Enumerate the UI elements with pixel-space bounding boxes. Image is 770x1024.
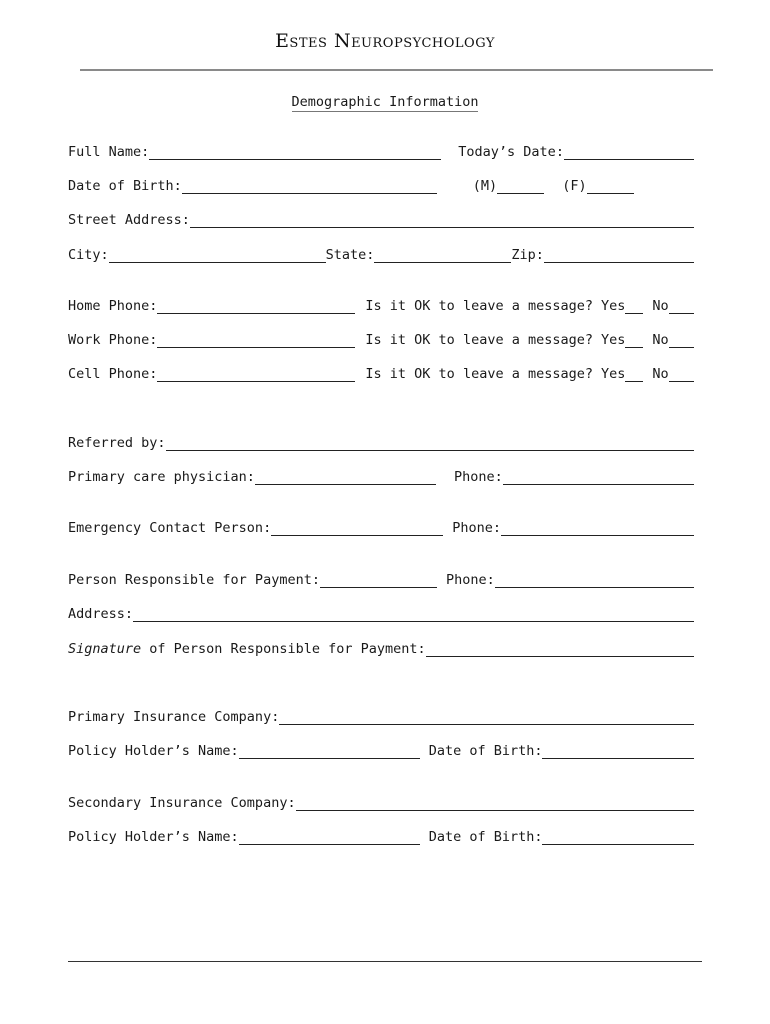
home-yes-field[interactable]: [625, 298, 643, 314]
policy-dob-label: Date of Birth:: [428, 829, 543, 845]
male-field[interactable]: [497, 178, 544, 194]
secondary-ins-label: Secondary Insurance Company:: [68, 795, 296, 811]
form-title: Demographic Information: [291, 94, 479, 110]
row-secondary-policy-holder: [68, 825, 694, 845]
row-cell-phone: [68, 362, 694, 382]
no-label: No: [652, 332, 669, 348]
signature-field[interactable]: [426, 641, 694, 657]
row-address: [68, 602, 694, 622]
row-home-phone: [68, 294, 694, 314]
secondary-policy-holder-field[interactable]: [239, 829, 420, 845]
street-field[interactable]: [190, 212, 694, 228]
secondary-ins-field[interactable]: [296, 795, 694, 811]
no-label: No: [652, 298, 669, 314]
row-secondary-insurance: [68, 791, 694, 811]
street-label: Street Address:: [68, 212, 190, 228]
todays-date-label: Today’s Date:: [458, 144, 564, 160]
referred-label: Referred by:: [68, 435, 166, 451]
yes-label: Yes: [600, 366, 626, 382]
pcp-field[interactable]: [255, 469, 436, 485]
work-no-field[interactable]: [669, 332, 694, 348]
dob-field[interactable]: [182, 178, 437, 194]
message-question: Is it OK to leave a message?: [365, 332, 593, 348]
payment-phone-field[interactable]: [495, 572, 694, 588]
state-label: State:: [325, 247, 375, 263]
row-signature: [68, 637, 694, 657]
policy-holder-label: Policy Holder’s Name:: [68, 829, 239, 845]
work-yes-field[interactable]: [625, 332, 643, 348]
work-phone-field[interactable]: [157, 332, 355, 348]
footer-divider: [68, 961, 702, 962]
male-label: (M): [472, 178, 498, 194]
home-phone-label: Home Phone:: [68, 298, 158, 314]
emergency-phone-field[interactable]: [501, 520, 694, 536]
policy-dob-label: Date of Birth:: [428, 743, 543, 759]
row-emergency: [68, 516, 694, 536]
todays-date-field[interactable]: [564, 144, 694, 160]
form-title-wrap: [0, 93, 770, 111]
row-dob: [68, 174, 694, 194]
dob-label: Date of Birth:: [68, 178, 182, 194]
female-label: (F): [562, 178, 587, 194]
row-referred: [68, 431, 694, 451]
yes-label: Yes: [600, 332, 626, 348]
yes-label: Yes: [600, 298, 626, 314]
zip-field[interactable]: [544, 247, 694, 263]
female-field[interactable]: [587, 178, 634, 194]
row-primary-policy-holder: [68, 739, 694, 759]
pcp-phone-label: Phone:: [453, 469, 503, 485]
emergency-phone-label: Phone:: [452, 520, 501, 536]
work-phone-label: Work Phone:: [68, 332, 158, 348]
primary-ins-field[interactable]: [279, 709, 694, 725]
address-field[interactable]: [133, 606, 694, 622]
full-name-label: Full Name:: [68, 144, 150, 160]
cell-no-field[interactable]: [669, 366, 694, 382]
row-street: [68, 208, 694, 228]
referred-field[interactable]: [166, 435, 694, 451]
message-question: Is it OK to leave a message?: [365, 298, 593, 314]
primary-policy-holder-field[interactable]: [239, 743, 420, 759]
row-primary-insurance: [68, 705, 694, 725]
payment-phone-label: Phone:: [445, 572, 495, 588]
secondary-policy-dob-field[interactable]: [542, 829, 694, 845]
home-no-field[interactable]: [669, 298, 694, 314]
signature-word: Signature: [68, 641, 142, 657]
row-work-phone: [68, 328, 694, 348]
cell-phone-label: Cell Phone:: [68, 366, 158, 382]
address-label: Address:: [68, 606, 134, 622]
zip-label: Zip:: [511, 247, 544, 263]
header-divider: [80, 69, 713, 71]
city-field[interactable]: [109, 247, 326, 263]
policy-holder-label: Policy Holder’s Name:: [68, 743, 239, 759]
cell-phone-field[interactable]: [157, 366, 355, 382]
row-full-name: [68, 140, 694, 160]
signature-label: of Person Responsible for Payment:: [141, 641, 426, 657]
home-phone-field[interactable]: [157, 298, 355, 314]
primary-ins-label: Primary Insurance Company:: [68, 709, 280, 725]
city-label: City:: [68, 247, 109, 263]
emergency-label: Emergency Contact Person:: [68, 520, 272, 536]
row-city-state-zip: [68, 243, 694, 263]
primary-policy-dob-field[interactable]: [542, 743, 694, 759]
cell-yes-field[interactable]: [625, 366, 643, 382]
message-question: Is it OK to leave a message?: [365, 366, 593, 382]
practice-name-header: Estes Neuropsychology: [275, 30, 495, 52]
payment-person-label: Person Responsible for Payment:: [68, 572, 320, 588]
pcp-label: Primary care physician:: [68, 469, 255, 485]
row-payment-person: [68, 568, 694, 588]
pcp-phone-field[interactable]: [503, 469, 694, 485]
row-pcp: [68, 465, 694, 485]
emergency-field[interactable]: [271, 520, 443, 536]
no-label: No: [652, 366, 669, 382]
full-name-field[interactable]: [149, 144, 441, 160]
state-field[interactable]: [374, 247, 511, 263]
payment-person-field[interactable]: [320, 572, 437, 588]
